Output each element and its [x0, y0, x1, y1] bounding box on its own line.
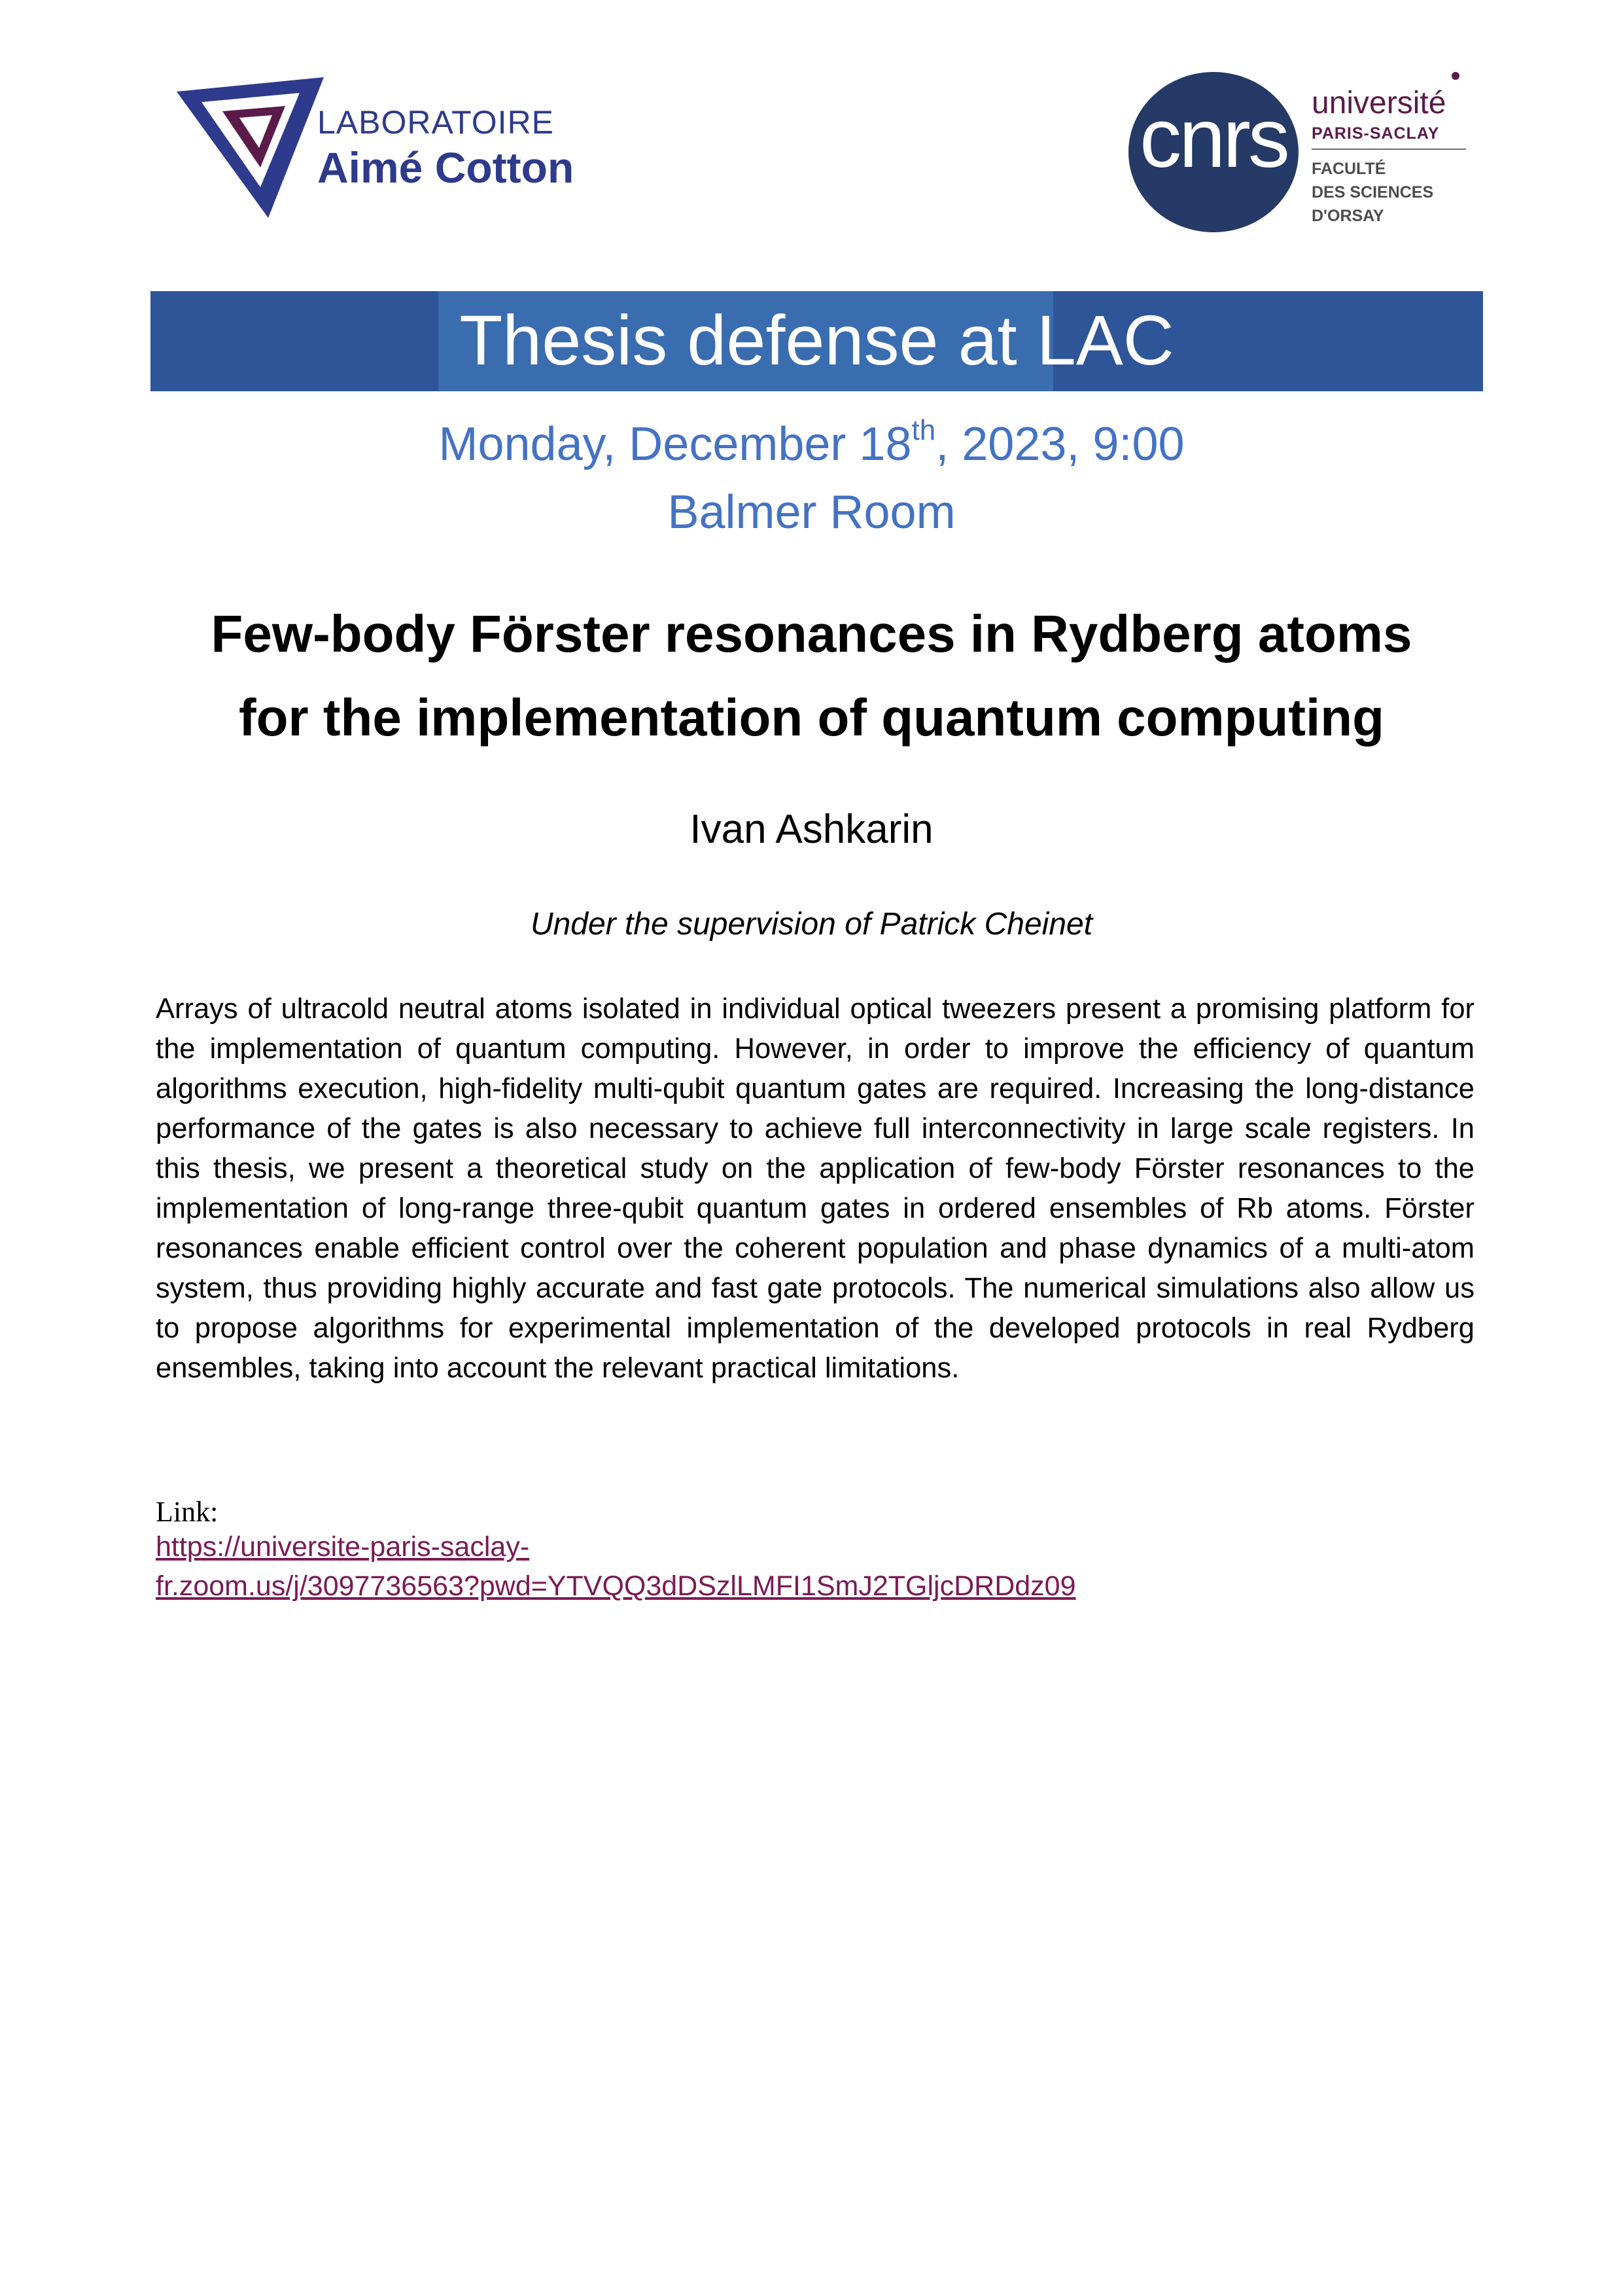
lac-logo-line2: Aimé Cotton: [317, 143, 574, 192]
zoom-link-continued[interactable]: fr.zoom.us/j/3097736563?pwd=YTVQQ3dDSzlLMFI1SmJ2TGljcDRDdz09: [156, 1570, 1076, 1602]
banner-title: Thesis defense at LAC: [459, 300, 1174, 380]
university-logo-dot: [1452, 72, 1459, 80]
university-logo-line2: PARIS-SACLAY: [1312, 124, 1440, 143]
zoom-link[interactable]: https://universite-paris-saclay-: [156, 1531, 530, 1563]
faculty-line: D'ORSAY: [1312, 207, 1384, 225]
lac-triangle-icon: [177, 77, 327, 218]
thesis-abstract: Arrays of ultracold neutral atoms isolated in individual optical tweezers present a promising platform for the implementation of quantum computing. However, in order to improve the efficiency of quantum algorithms execution, high-fidelity multi-qubit quantum gates are required. Increasing the long-distance performance of the gates is also necessary to achieve full interconnectivity in large scale registers. In this thesis, we present a theoretical study on the application of few-body Förster resonances to the implementation of long-range three-qubit quantum gates in ordered ensembles of Rb atoms. Förster resonances enable efficient control over the coherent population and phase dynamics of a multi-atom system, thus providing highly accurate and fast gate protocols. The numerical simulations also allow us to propose algorithms for experimental implementation of the developed protocols in real Rydberg ensembles, taking into account the relevant practical limitations.: [156, 993, 1475, 1384]
thesis-title: [131, 592, 1492, 760]
cnrs-logo-text: cnrs: [1140, 92, 1287, 185]
link-label: Link:: [156, 1496, 218, 1528]
event-room: Balmer Room: [667, 486, 956, 539]
event-date-ordinal: th: [911, 414, 936, 446]
thesis-title-line: for the implementation of quantum computing: [238, 688, 1384, 747]
event-banner: [150, 291, 1483, 391]
lac-logo: [177, 77, 635, 218]
thesis-supervisor: Under the supervision of Patrick Cheinet: [530, 907, 1093, 942]
faculty-name: [1312, 157, 1433, 228]
thesis-title-line: Few-body Förster resonances in Rydberg atoms: [211, 605, 1412, 663]
cnrs-logo: [1128, 72, 1299, 232]
thesis-author: Ivan Ashkarin: [689, 807, 934, 852]
faculty-line: FACULTÉ: [1312, 160, 1386, 178]
event-date: [0, 416, 1623, 472]
event-date-time: , 2023, 9:00: [935, 418, 1185, 470]
university-logo: [1312, 72, 1495, 229]
university-logo-line1: université: [1312, 86, 1446, 120]
faculty-line: DES SCIENCES: [1312, 183, 1434, 202]
university-logo-divider: [1312, 149, 1466, 150]
event-date-main: Monday, December 18: [438, 418, 912, 470]
lac-logo-line1: LABORATOIRE: [317, 104, 555, 141]
